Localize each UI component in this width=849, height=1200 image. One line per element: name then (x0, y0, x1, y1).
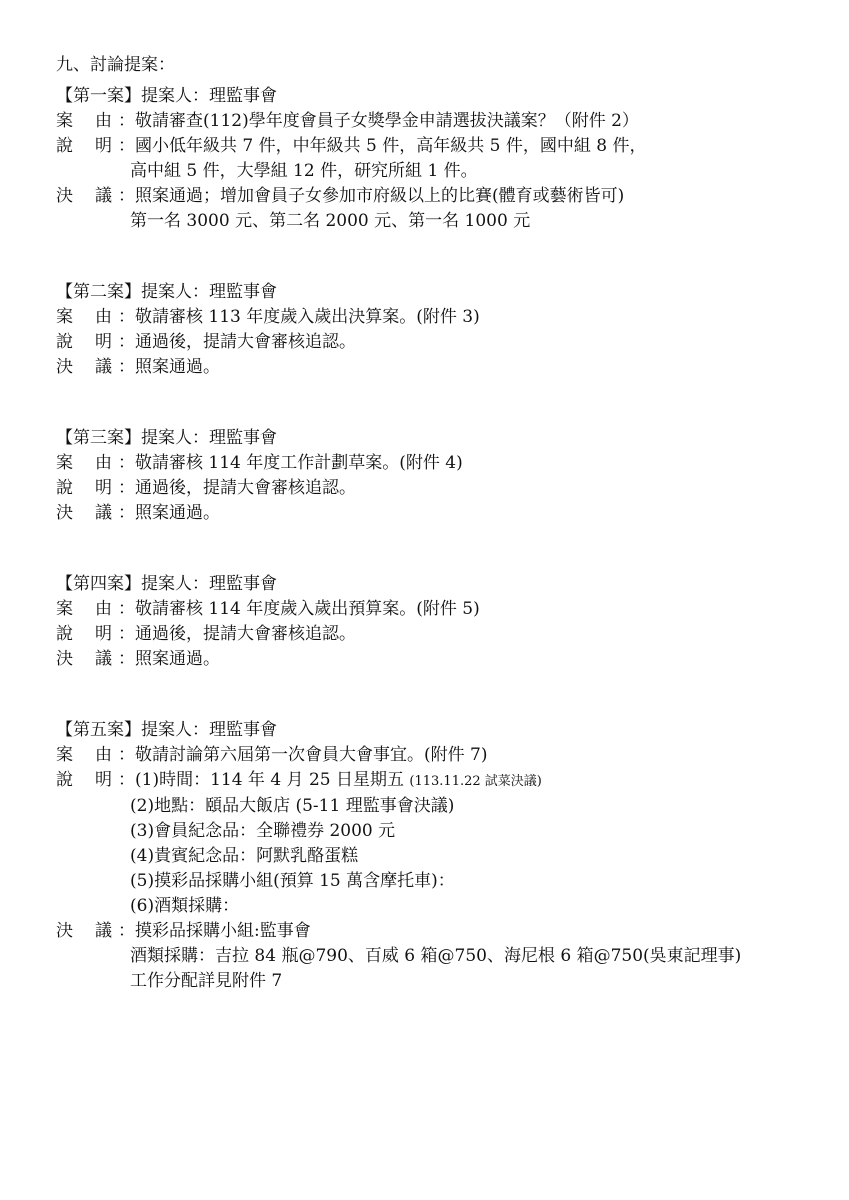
explanation-label: 說 明 (56, 332, 112, 352)
resolution-label: 決 議 (56, 649, 112, 669)
resolution-label: 決 議 (56, 503, 112, 523)
case-resolution-field (56, 919, 809, 994)
case-title: 【第四案】提案人：理監事會 (56, 574, 277, 594)
proposal-case-2 (56, 280, 809, 380)
reason-label: 案 由 (56, 453, 112, 473)
explanation-line: ：通過後，提請大會審核追認。 (118, 332, 356, 352)
case-explanation-field (56, 476, 809, 501)
resolution-line: 酒類採購：吉拉 84 瓶@790、百威 6 箱@750、海尼根 6 箱@750(吳東記理事) (130, 946, 742, 966)
explanation-line: ：通過後，提請大會審核追認。 (118, 624, 356, 644)
case-reason-text: ：敬請討論第六屆第一次會員大會事宜。(附件 7) (118, 745, 488, 765)
case-reason-field (56, 743, 809, 768)
case-reason-text: ：敬請審查(112)學年度會員子女獎學金申請選拔決議案？（附件 2） (118, 111, 639, 131)
case-resolution-field (56, 184, 809, 234)
case-resolution-field (56, 355, 809, 380)
case-resolution-field (56, 501, 809, 526)
reason-label: 案 由 (56, 111, 112, 131)
resolution-line: ：照案通過。 (118, 503, 220, 523)
reason-label: 案 由 (56, 599, 112, 619)
resolution-label: 決 議 (56, 357, 112, 377)
case-reason-field (56, 109, 809, 134)
explanation-line: (6)酒類採購： (130, 896, 240, 916)
case-reason-text: ：敬請審核 114 年度工作計劃草案。(附件 4) (118, 453, 463, 473)
reason-label: 案 由 (56, 307, 112, 327)
case-explanation-field (56, 134, 809, 184)
case-reason-field (56, 597, 809, 622)
case-title: 【第一案】提案人：理監事會 (56, 86, 277, 106)
case-reason-field (56, 305, 809, 330)
case-explanation-field (56, 768, 809, 919)
explanation-label: 說 明 (56, 478, 112, 498)
resolution-label: 決 議 (56, 921, 112, 941)
case-title: 【第五案】提案人：理監事會 (56, 720, 277, 740)
case-explanation-field (56, 622, 809, 647)
explanation-label: 說 明 (56, 624, 112, 644)
resolution-line: ：摸彩品採購小組:監事會 (118, 921, 311, 941)
case-title: 【第三案】提案人：理監事會 (56, 428, 277, 448)
explanation-line: (4)貴賓紀念品：阿默乳酪蛋糕 (130, 846, 359, 866)
explanation-line: (2)地點：頤品大飯店 (5-11 理監事會決議) (130, 796, 455, 816)
case-reason-field (56, 451, 809, 476)
case-reason-text: ：敬請審核 114 年度歲入歲出預算案。(附件 5) (118, 599, 480, 619)
section-heading: 九、討論提案： (56, 55, 175, 75)
resolution-label: 決 議 (56, 186, 112, 206)
explanation-line: ：國小低年級共 7 件，中年級共 5 件，高年級共 5 件，國中組 8 件， (118, 136, 647, 156)
case-explanation-field (56, 330, 809, 355)
explanation-line: ：通過後，提請大會審核追認。 (118, 478, 356, 498)
explanation-line: 高中組 5 件，大學組 12 件，研究所組 1 件。 (130, 161, 478, 181)
explanation-item-note: (113.11.22 試菜決議) (409, 774, 542, 789)
case-title: 【第二案】提案人：理監事會 (56, 282, 277, 302)
resolution-line: 工作分配詳見附件 7 (130, 971, 283, 991)
proposal-case-1 (56, 84, 809, 234)
proposal-case-3 (56, 426, 809, 526)
proposal-case-4 (56, 572, 809, 672)
explanation-label: 說 明 (56, 136, 112, 156)
explanation-line (118, 768, 809, 794)
case-resolution-field (56, 647, 809, 672)
explanation-item-text: ：(1)時間：114 年 4 月 25 日星期五 (118, 770, 410, 790)
explanation-line: (3)會員紀念品：全聯禮券 2000 元 (130, 821, 396, 841)
resolution-line: ：照案通過。 (118, 357, 220, 377)
resolution-line: 第一名 3000 元、第二名 2000 元、第一名 1000 元 (130, 211, 531, 231)
case-reason-text: ：敬請審核 113 年度歲入歲出決算案。(附件 3) (118, 307, 480, 327)
reason-label: 案 由 (56, 745, 112, 765)
explanation-line: (5)摸彩品採購小組(預算 15 萬含摩托車)： (130, 871, 455, 891)
proposal-case-5 (56, 718, 809, 994)
explanation-label: 說 明 (56, 770, 112, 790)
resolution-line: ：照案通過；增加會員子女參加市府級以上的比賽(體育或藝術皆可) (118, 186, 625, 206)
resolution-line: ：照案通過。 (118, 649, 220, 669)
